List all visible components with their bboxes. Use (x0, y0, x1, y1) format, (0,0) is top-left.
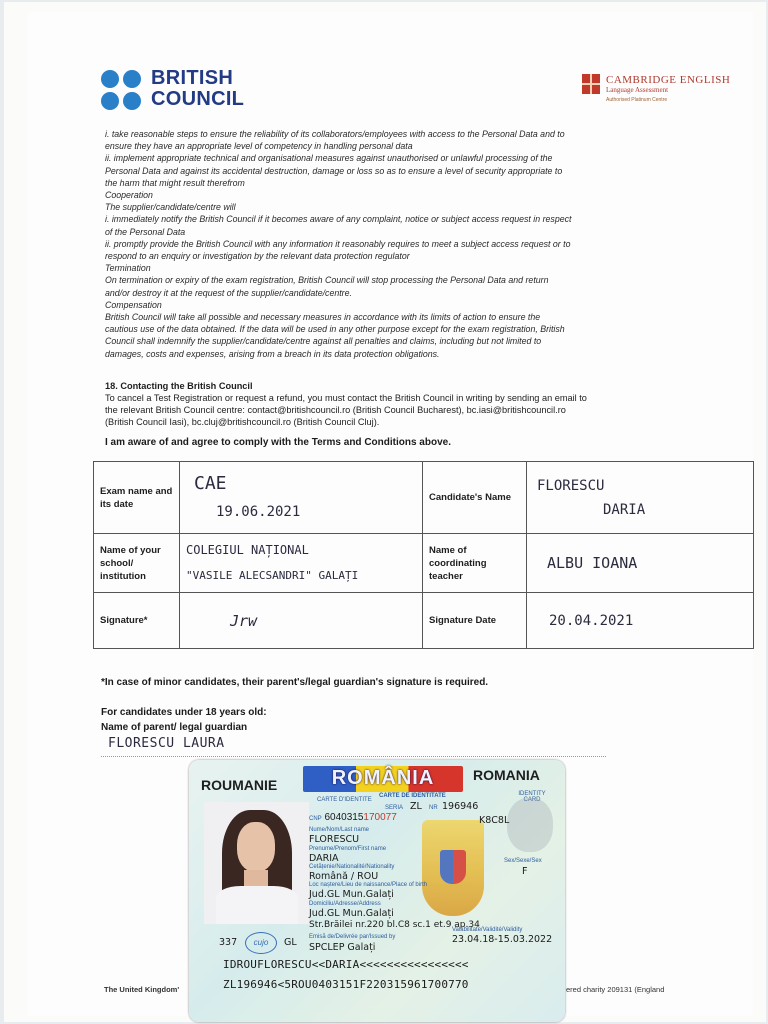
table-row (94, 462, 754, 534)
teacher-label: Name of coordinating teacher (423, 534, 527, 593)
id-country-fr: ROUMANIE (201, 777, 278, 793)
id-portrait-photo (204, 802, 309, 924)
section-18-line: (British Council Iasi), bc.cluj@britishcouncil.ro (British Council Cluj). (105, 417, 380, 427)
id-validity: 23.04.18-15.03.2022 (452, 934, 553, 945)
terms-text (105, 128, 695, 360)
terms-line: of the Personal Data (105, 226, 186, 237)
id-seria: ZL (410, 801, 422, 812)
signature-date-value: 20.04.2021 (549, 612, 634, 629)
terms-line: ii. implement appropriate technical and organisational measures against unauthorised or unlawful processing of the (105, 153, 553, 164)
signature-date-field[interactable] (527, 593, 754, 649)
id-mrz-line2: ZL196946<5ROU0403151F220315961700770 (223, 978, 469, 991)
id-carte-fr: CARTE D'IDENTITE (317, 797, 372, 803)
id-country-en: ROMANIA (473, 767, 540, 783)
british-council-logo (101, 68, 261, 114)
teacher-value: ALBU IOANA (547, 554, 638, 572)
id-seria-label: SERIA (385, 805, 404, 811)
id-county-code: GL (284, 937, 297, 948)
id-sex: F (522, 866, 528, 877)
id-validity-label: Valabilitate/Validité/Validity (452, 927, 523, 933)
candidate-firstname-value: DARIA (603, 501, 646, 518)
footer-left: The United Kingdom' (104, 985, 180, 994)
id-number: 196946 (442, 801, 479, 812)
registration-form-table (93, 461, 754, 649)
section-18 (105, 380, 705, 428)
id-issued-label: Emisă de/Delivrée par/Issued by (309, 934, 396, 940)
guardian-section (101, 705, 267, 735)
signature-date-label: Signature Date (423, 593, 527, 649)
guardian-name-value[interactable]: FLORESCU LAURA (108, 736, 225, 751)
school-line2-value: "VASILE ALECSANDRI" GALAȚI (186, 569, 359, 582)
section-18-heading: 18. Contacting the British Council (105, 381, 253, 391)
terms-line: i. take reasonable steps to ensure the reliability of its collaborators/employees with access to the Personal Data and to (105, 129, 565, 139)
id-cnp: CNP 6040315170077 (309, 812, 397, 823)
candidate-field[interactable] (527, 462, 754, 534)
candidate-label: Candidate's Name (423, 462, 527, 534)
terms-line: On termination or expiry of the exam registration, British Council will stop processing the Personal Data and return (105, 275, 549, 286)
cambridge-title: CAMBRIDGE ENGLISH (606, 74, 731, 86)
terms-line: ensure they have an appropriate level of competency in handling personal data (105, 141, 413, 152)
id-sex-label: Sex/Sexe/Sex (504, 858, 542, 864)
identity-card (189, 760, 565, 1022)
id-nationality: Română / ROU (309, 871, 379, 882)
terms-line: and/or destroy it at the request of the supplier/candidate/centre. (105, 287, 352, 298)
id-address-line1: Jud.GL Mun.Galați (309, 908, 394, 919)
id-issued-by: SPCLEP Galați (309, 942, 376, 953)
id-birthplace: Jud.GL Mun.Galați (309, 889, 394, 900)
terms-line: Termination (105, 263, 151, 274)
id-nr-label: NR (429, 805, 438, 811)
id-cujo-seal: cujo (245, 932, 277, 954)
exam-label: Exam name and its date (94, 462, 180, 534)
signature-value: Jrw (230, 611, 258, 630)
school-field[interactable] (180, 534, 423, 593)
id-address-label: Domiciliu/Adresse/Address (309, 901, 381, 907)
table-row (94, 534, 754, 593)
terms-line: Cooperation (105, 190, 153, 201)
id-firstname: DARIA (309, 853, 339, 864)
id-lastname: FLORESCU (309, 834, 360, 845)
exam-field[interactable] (180, 462, 423, 534)
id-mrz-line1: IDROUFLORESCU<<DARIA<<<<<<<<<<<<<<<< (223, 958, 469, 971)
teacher-field[interactable] (527, 534, 754, 593)
section-18-line: the relevant British Council centre: contact@britishcouncil.ro (British Council Bucharest), bc.iasi@britishcouncil.ro (105, 405, 566, 415)
id-carte-ro: CARTE DE IDENTITATE (379, 793, 446, 799)
british-council-dots-icon (101, 70, 145, 112)
signature-label: Signature* (94, 593, 180, 649)
terms-line: the harm that might result therefrom (105, 177, 245, 188)
school-label: Name of your school/ institution (94, 534, 180, 593)
exam-name-value: CAE (194, 472, 227, 494)
terms-line: British Council will take all possible and necessary measures in accordance with its limits of action to ensure the (105, 312, 541, 323)
table-row (94, 593, 754, 649)
agreement-statement: I am aware of and agree to comply with the Terms and Conditions above. (105, 437, 451, 448)
id-country-ro: ROMÂNIA (331, 767, 435, 789)
terms-line: The supplier/candidate/centre will (105, 202, 236, 213)
cambridge-english-logo (582, 72, 742, 106)
id-lastname-label: Nume/Nom/Last name (309, 827, 370, 833)
school-line1-value: COLEGIUL NAȚIONAL (186, 543, 309, 557)
terms-line: Council shall indemnify the supplier/candidate/centre against all penalties and claims, including but not limited to (105, 336, 542, 347)
terms-line: Personal Data and against its accidental destruction, damage or loss so as to ensure a level of security appropriate to (105, 165, 563, 176)
minor-candidates-note: *In case of minor candidates, their parent's/legal guardian's signature is required. (101, 677, 489, 688)
terms-line: cautious use of the data obtained. If the data will be used in any other purpose except for the exam registration, British (105, 324, 565, 335)
id-ghost-portrait (507, 798, 553, 852)
cambridge-tagline: Authorised Platinum Centre (606, 97, 668, 103)
footer-right: ered charity 209131 (England (566, 985, 665, 994)
id-identity-card-label: IDENTITY CARD (518, 791, 546, 803)
id-birthplace-label: Loc naștere/Lieu de naissance/Place of birth (309, 882, 428, 888)
romania-coat-of-arms-icon (422, 820, 484, 916)
terms-line: i. immediately notify the British Council if it becomes aware of any complaint, notice or subject access request in respect (105, 214, 572, 225)
cambridge-subtitle: Language Assessment (606, 86, 669, 94)
british-council-wordmark: BRITISH COUNCIL (151, 67, 245, 110)
cambridge-shield-icon (582, 74, 600, 94)
id-firstname-label: Prenume/Prenom/First name (309, 846, 387, 852)
id-nationality-label: Cetățenie/Nationalité/Nationality (309, 864, 395, 870)
terms-line: respond to an enquiry or investigation by the relevant data protection regulator (105, 251, 410, 262)
terms-line: damages, costs and expenses, arising from a breach in its data protection obligations. (105, 348, 440, 359)
under-18-heading: For candidates under 18 years old: (101, 707, 267, 718)
id-code: K8C8L (479, 815, 510, 826)
candidate-lastname-value: FLORESCU (537, 477, 605, 494)
guardian-name-label: Name of parent/ legal guardian (101, 722, 248, 733)
guardian-signature-line (101, 756, 606, 757)
id-country-banner (303, 766, 463, 792)
id-address-line2: Str.Brăilei nr.220 bl.C8 sc.1 et.9 ap.34 (309, 920, 480, 930)
signature-field[interactable] (180, 593, 423, 649)
exam-date-value: 19.06.2021 (216, 503, 301, 520)
section-18-line: To cancel a Test Registration or request a refund, you must contact the British Council in writing by sending an email to (105, 393, 587, 403)
id-small-number: 337 (219, 937, 238, 948)
terms-line: Compensation (105, 299, 162, 310)
terms-line: ii. promptly provide the British Council with any information it reasonably requires to meet a subject access request or to (105, 238, 571, 249)
